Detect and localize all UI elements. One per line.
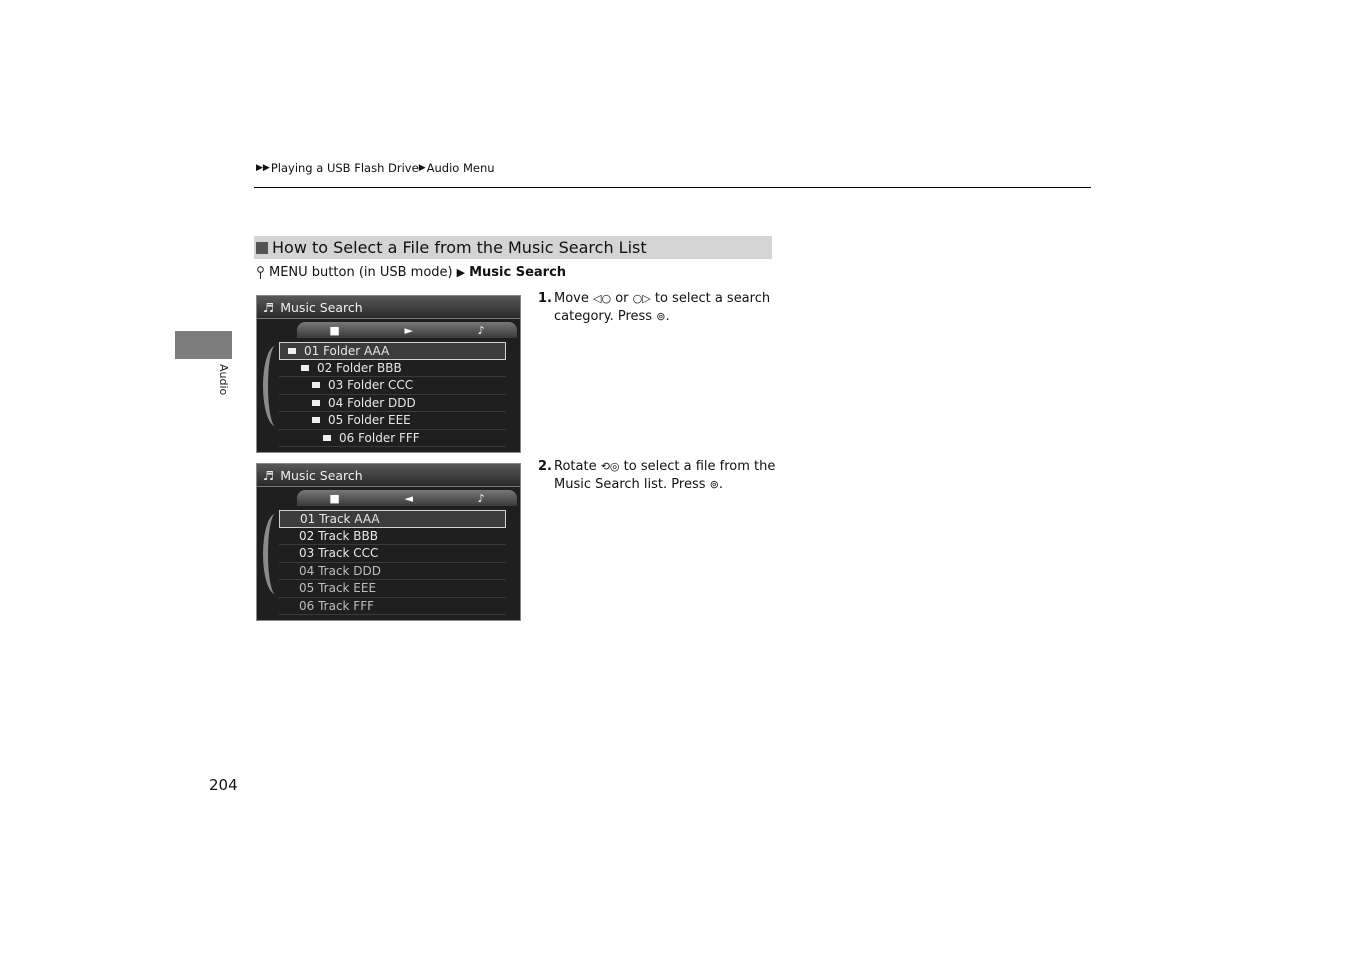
breadcrumb-part2: Audio Menu: [426, 161, 495, 175]
folder-icon[interactable]: ■: [329, 323, 340, 337]
music-note-icon: ♬: [263, 299, 275, 315]
list-item[interactable]: 05 Folder EEE: [279, 412, 506, 430]
folder-icon[interactable]: ■: [329, 491, 340, 505]
music-search-screen-tracks: [256, 463, 521, 621]
section-heading: [254, 236, 772, 259]
press-knob-icon: ⊚: [656, 310, 666, 323]
folder-icon: [312, 382, 320, 388]
list-item[interactable]: 03 Track CCC: [279, 545, 506, 563]
folder-icon: [301, 365, 309, 371]
folder-icon: [312, 400, 320, 406]
menu-path-separator: ▶: [456, 266, 466, 279]
category-tabs: [297, 322, 517, 338]
folder-icon: [312, 417, 320, 423]
screen-title: Music Search: [280, 299, 363, 315]
page-number: 204: [209, 776, 238, 794]
note-icon[interactable]: ♪: [477, 323, 485, 337]
move-left-icon: ◁○: [593, 292, 612, 305]
menu-path-end: Music Search: [469, 265, 567, 280]
menu-icon: [256, 266, 265, 280]
note-icon[interactable]: ♪: [477, 491, 485, 505]
category-tabs: [297, 490, 517, 506]
list-item[interactable]: 04 Folder DDD: [279, 395, 506, 413]
screen-title: Music Search: [280, 467, 363, 483]
chapter-label: Audio: [217, 364, 230, 396]
breadcrumb-part1: Playing a USB Flash Drive: [270, 161, 419, 175]
section-title: How to Select a File from the Music Search List: [272, 238, 647, 257]
play-right-icon[interactable]: ►: [404, 323, 413, 337]
music-search-screen-folders: [256, 295, 521, 453]
list-item[interactable]: 06 Folder FFF: [279, 430, 506, 448]
breadcrumb-separator: ▶: [418, 163, 426, 173]
music-note-icon: ♬: [263, 467, 275, 483]
menu-path-start: MENU button (in USB mode): [269, 265, 453, 280]
folder-icon: [288, 348, 296, 354]
rotate-knob-icon: ⟲◎: [600, 460, 620, 473]
folder-icon: [323, 435, 331, 441]
press-knob-icon: ⊚: [709, 478, 719, 491]
list-item[interactable]: 01 Folder AAA: [279, 342, 506, 360]
list-item[interactable]: 02 Track BBB: [279, 528, 506, 546]
list-item[interactable]: 04 Track DDD: [279, 563, 506, 581]
section-square-icon: [256, 242, 268, 254]
chapter-tab: [175, 331, 232, 359]
track-list: [279, 510, 506, 614]
folder-list: [279, 342, 506, 446]
header-rule: [254, 187, 1091, 188]
list-item[interactable]: 06 Track FFF: [279, 598, 506, 616]
list-item[interactable]: 01 Track AAA: [279, 510, 506, 528]
step-1: 1. Move ◁○ or ○▷ to select a search category. Press ⊚.: [538, 291, 771, 324]
list-item[interactable]: 05 Track EEE: [279, 580, 506, 598]
list-item[interactable]: 03 Folder CCC: [279, 377, 506, 395]
step-2: 2. Rotate ⟲◎ to select a file from the Music Search list. Press ⊚.: [538, 459, 776, 492]
breadcrumb: [256, 161, 495, 175]
play-left-icon[interactable]: ◄: [404, 491, 413, 505]
screen-titlebar: [257, 296, 520, 319]
list-item[interactable]: 02 Folder BBB: [279, 360, 506, 378]
breadcrumb-arrows: ▶▶: [256, 163, 270, 173]
screen-titlebar: [257, 464, 520, 487]
move-right-icon: ○▷: [632, 292, 651, 305]
menu-path: [256, 265, 566, 280]
